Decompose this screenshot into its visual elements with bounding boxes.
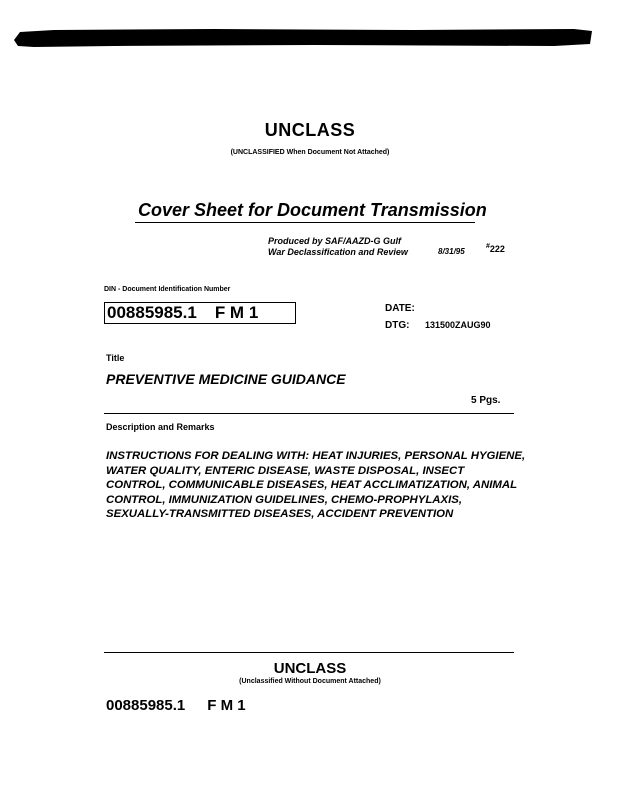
din-label: DIN - Document Identification Number <box>104 286 231 293</box>
dtg-value: 131500ZAUG90 <box>425 320 491 330</box>
title-underline <box>135 222 475 223</box>
produced-by-line1: Produced by SAF/AAZD-G Gulf <box>268 236 402 246</box>
dtg-label: DTG: <box>385 320 410 331</box>
document-number <box>486 243 505 254</box>
document-title: PREVENTIVE MEDICINE GUIDANCE <box>106 371 346 387</box>
description-label: Description and Remarks <box>106 422 215 432</box>
produced-by <box>268 236 408 258</box>
din-number: 00885985.1 <box>107 303 197 322</box>
din-box <box>104 302 296 324</box>
footer-din <box>106 697 246 714</box>
title-label: Title <box>106 353 125 363</box>
footer-din-number: 00885985.1 <box>106 697 186 714</box>
redaction-mark <box>14 26 594 48</box>
number-value: 222 <box>489 244 505 254</box>
cover-sheet-title: Cover Sheet for Document Transmission <box>138 200 487 220</box>
classification-note: (UNCLASSIFIED When Document Not Attached) <box>230 149 390 156</box>
page-count: 5 Pgs. <box>471 395 501 406</box>
footer-divider <box>104 652 514 653</box>
footer-din-suffix: F M 1 <box>207 697 246 714</box>
produced-by-line2: War Declassification and Review <box>268 247 408 257</box>
number-mark: # <box>486 243 490 250</box>
footer-classification-note: (Unclassified Without Document Attached) <box>239 678 381 685</box>
review-date: 8/31/95 <box>438 247 465 256</box>
divider <box>104 413 514 414</box>
description-text: INSTRUCTIONS FOR DEALING WITH: HEAT INJURIES, PERSONAL HYGIENE, WATER QUALITY, ENTERIC DISEASE, WASTE DISPOSAL, INSECT CONTROL, COMMUNICABLE DISEASES, HEAT ACCLIMATIZATION, ANIMAL CONTROL, IMMUNIZATION GUIDELINES, CHEMO-PROPHYLAXIS, SEXUALLY-TRANSMITTED DISEASES, ACCIDENT PREVENTION <box>106 450 526 520</box>
date-label: DATE: <box>385 303 415 314</box>
classification-footer: UNCLASS <box>273 660 347 677</box>
din-suffix: F M 1 <box>214 303 259 322</box>
classification-header: UNCLASS <box>264 120 356 140</box>
